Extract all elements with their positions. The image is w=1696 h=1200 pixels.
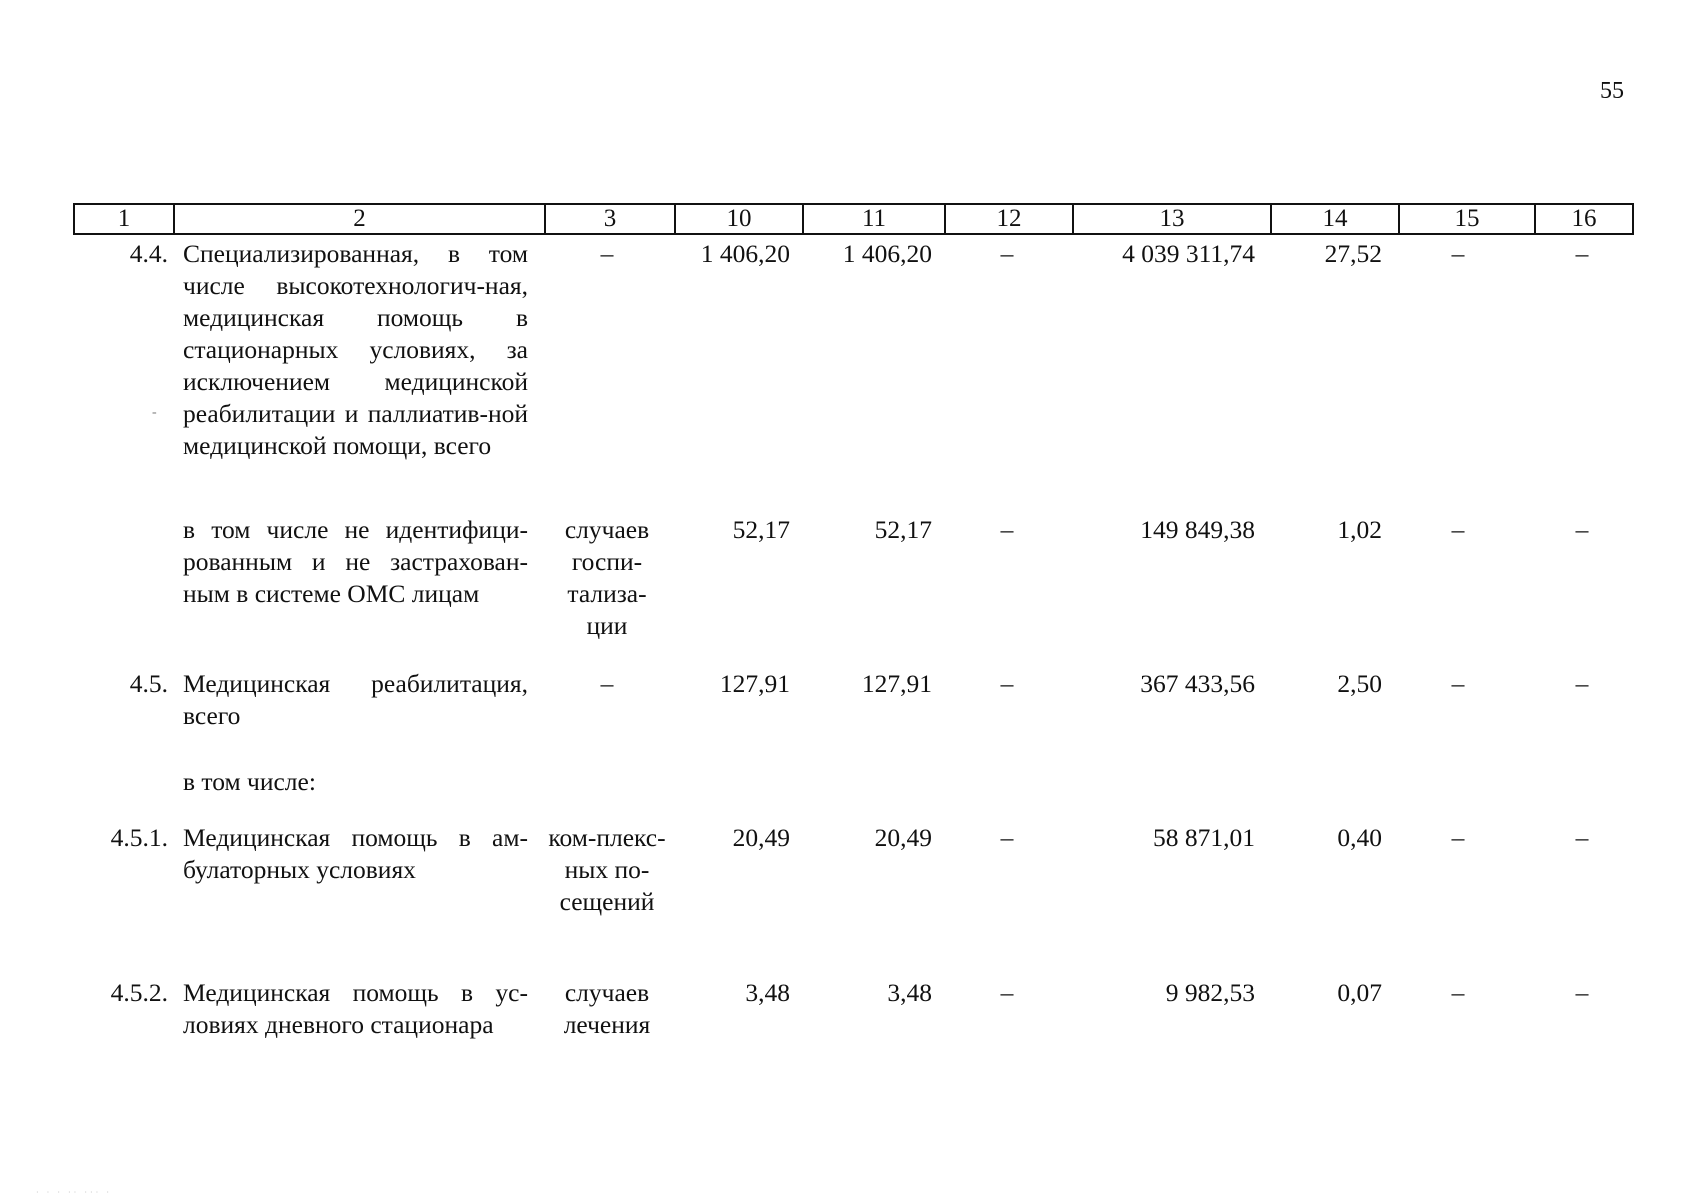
- row-col15: –: [1451, 515, 1465, 544]
- row-col15: –: [1451, 239, 1465, 268]
- row-col16: –: [1575, 978, 1589, 1007]
- row-col14: 0,07: [1337, 978, 1382, 1007]
- header-cell: 1: [73, 203, 175, 235]
- row-col10: 3,48: [745, 978, 790, 1007]
- row-col13: 58 871,01: [1153, 823, 1255, 852]
- row-col13: 4 039 311,74: [1122, 239, 1255, 268]
- header-cell: 13: [1072, 203, 1272, 235]
- row-col11: 127,91: [861, 669, 932, 698]
- header-cell: 10: [674, 203, 804, 235]
- row-unit: случаев госпи-тализа-ции: [564, 515, 650, 640]
- row-col16: –: [1575, 515, 1589, 544]
- row-col12: –: [1000, 978, 1014, 1007]
- row-col10: 52,17: [732, 515, 790, 544]
- row-number: 4.5.: [129, 669, 168, 698]
- row-col15: –: [1451, 669, 1465, 698]
- row-unit: ком-плекс-ных по-сещений: [548, 823, 666, 916]
- row-col13: 9 982,53: [1165, 978, 1255, 1007]
- header-cell: 2: [173, 203, 546, 235]
- row-col12: –: [1000, 515, 1014, 544]
- row-unit: случаев лечения: [563, 978, 651, 1039]
- row-col12: –: [1000, 823, 1014, 852]
- row-col11: 20,49: [874, 823, 932, 852]
- row-col12: –: [1000, 669, 1014, 698]
- row-unit: –: [600, 239, 614, 268]
- row-name: Медицинская помощь в ус-ловиях дневного стационара: [183, 978, 528, 1039]
- row-col14: 27,52: [1324, 239, 1382, 268]
- row-col14: 1,02: [1337, 515, 1382, 544]
- header-cell: 14: [1270, 203, 1400, 235]
- row-name: Медицинская помощь в ам-булаторных условиях: [183, 823, 528, 884]
- row-name: Медицинская реабилитация, всего: [183, 669, 528, 730]
- row-name: в том числе:: [183, 767, 316, 796]
- row-col10: 127,91: [719, 669, 790, 698]
- row-col10: 20,49: [732, 823, 790, 852]
- row-col12: –: [1000, 239, 1014, 268]
- row-unit: –: [600, 669, 614, 698]
- row-number: 4.4.: [129, 239, 168, 268]
- row-col13: 149 849,38: [1140, 515, 1255, 544]
- header-cell: 12: [944, 203, 1074, 235]
- header-cell: 11: [802, 203, 946, 235]
- row-col15: –: [1451, 823, 1465, 852]
- row-col11: 1 406,20: [842, 239, 932, 268]
- row-name: в том числе не идентифици-рованным и не застрахован-ным в системе ОМС лицам: [183, 515, 528, 608]
- scan-noise: · · · ·· ··· ·: [36, 1188, 112, 1197]
- header-cell: 3: [544, 203, 676, 235]
- row-col13: 367 433,56: [1140, 669, 1255, 698]
- scan-mark: -: [152, 405, 157, 420]
- header-cell: 16: [1534, 203, 1634, 235]
- row-col11: 52,17: [874, 515, 932, 544]
- row-name: Специализированная, в том числе высокотехнологич-ная, медицинская помощь в стационарных условиях, за исключением медицинской реабилитации и паллиатив-ной медицинской помощи, всего: [183, 239, 528, 460]
- row-col16: –: [1575, 239, 1589, 268]
- row-col16: –: [1575, 669, 1589, 698]
- row-number: 4.5.1.: [110, 823, 168, 852]
- row-col16: –: [1575, 823, 1589, 852]
- row-col11: 3,48: [887, 978, 932, 1007]
- page-number: 55: [1600, 78, 1624, 104]
- row-col10: 1 406,20: [700, 239, 790, 268]
- row-col14: 0,40: [1337, 823, 1382, 852]
- row-number: 4.5.2.: [110, 978, 168, 1007]
- header-cell: 15: [1398, 203, 1536, 235]
- row-col14: 2,50: [1337, 669, 1382, 698]
- row-col15: –: [1451, 978, 1465, 1007]
